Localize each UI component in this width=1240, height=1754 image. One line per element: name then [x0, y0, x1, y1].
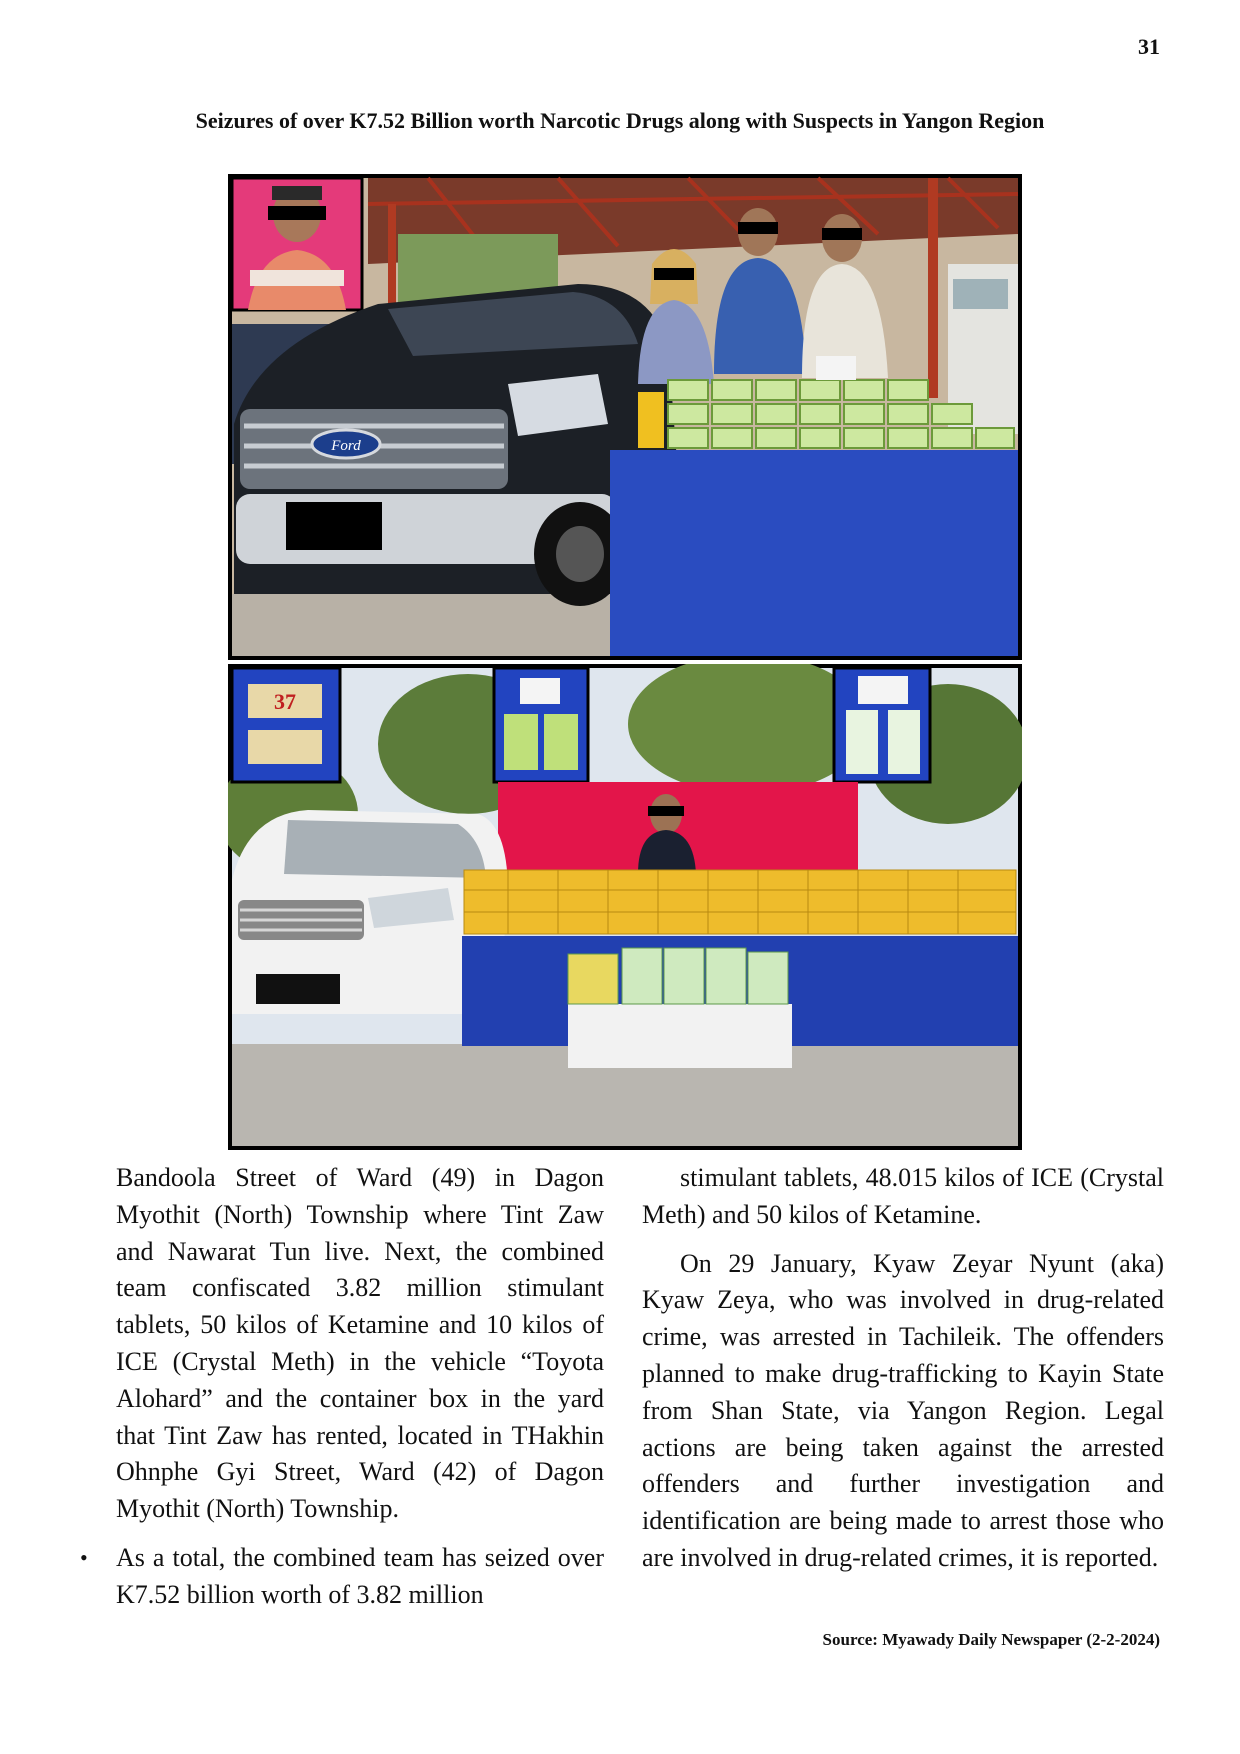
article-headline: Seizures of over K7.52 Billion worth Narcotic Drugs along with Suspects in Yangon Region [195, 108, 1045, 133]
article-column-left [80, 1160, 604, 1614]
page-number: 31 [1138, 34, 1160, 59]
bullet-text: As a total, the combined team has seized over K7.52 billion worth of 3.82 million [116, 1542, 604, 1609]
bullet-icon: • [80, 1544, 88, 1570]
article-column-right [642, 1160, 1164, 1577]
bullet-paragraph [80, 1540, 604, 1614]
seizure-photo-bottom [228, 664, 1022, 1150]
car-badge-text: Ford [331, 438, 361, 454]
left-paragraph: Bandoola Street of Ward (49) in Dagon Myothit (North) Township where Tint Zaw and Nawarat Tun live. Next, the combined team confiscated 3.82 million stimulant tablets, 50 kilos of Ketamine and 10 kilos of ICE (Crystal Meth) in the vehicle “Toyota Alohard” and the container box in the yard that Tint Zaw has rented, located in THakhin Ohnphe Gyi Street, Ward (42) of Dagon Myothit (North) Township. [116, 1163, 604, 1524]
right-paragraph: On 29 January, Kyaw Zeyar Nyunt (aka) Kyaw Zeya, who was involved in drug-related crime, was arrested in Tachileik. The offenders planned to make drug-trafficking to Kayin State from Shan State, via Yangon Region. Legal actions are being taken against the arrested offenders and further investigation and identification are being made to arrest those who are involved in drug-related crimes, it is reported. [642, 1248, 1164, 1572]
seizure-photo-top [228, 174, 1022, 660]
right-paragraph-continued: stimulant tablets, 48.015 kilos of ICE (Crystal Meth) and 50 kilos of Ketamine. [642, 1163, 1164, 1229]
source-citation: Source: Myawady Daily Newspaper (2-2-2024) [822, 1630, 1160, 1649]
package-number-label: 37 [274, 689, 296, 714]
